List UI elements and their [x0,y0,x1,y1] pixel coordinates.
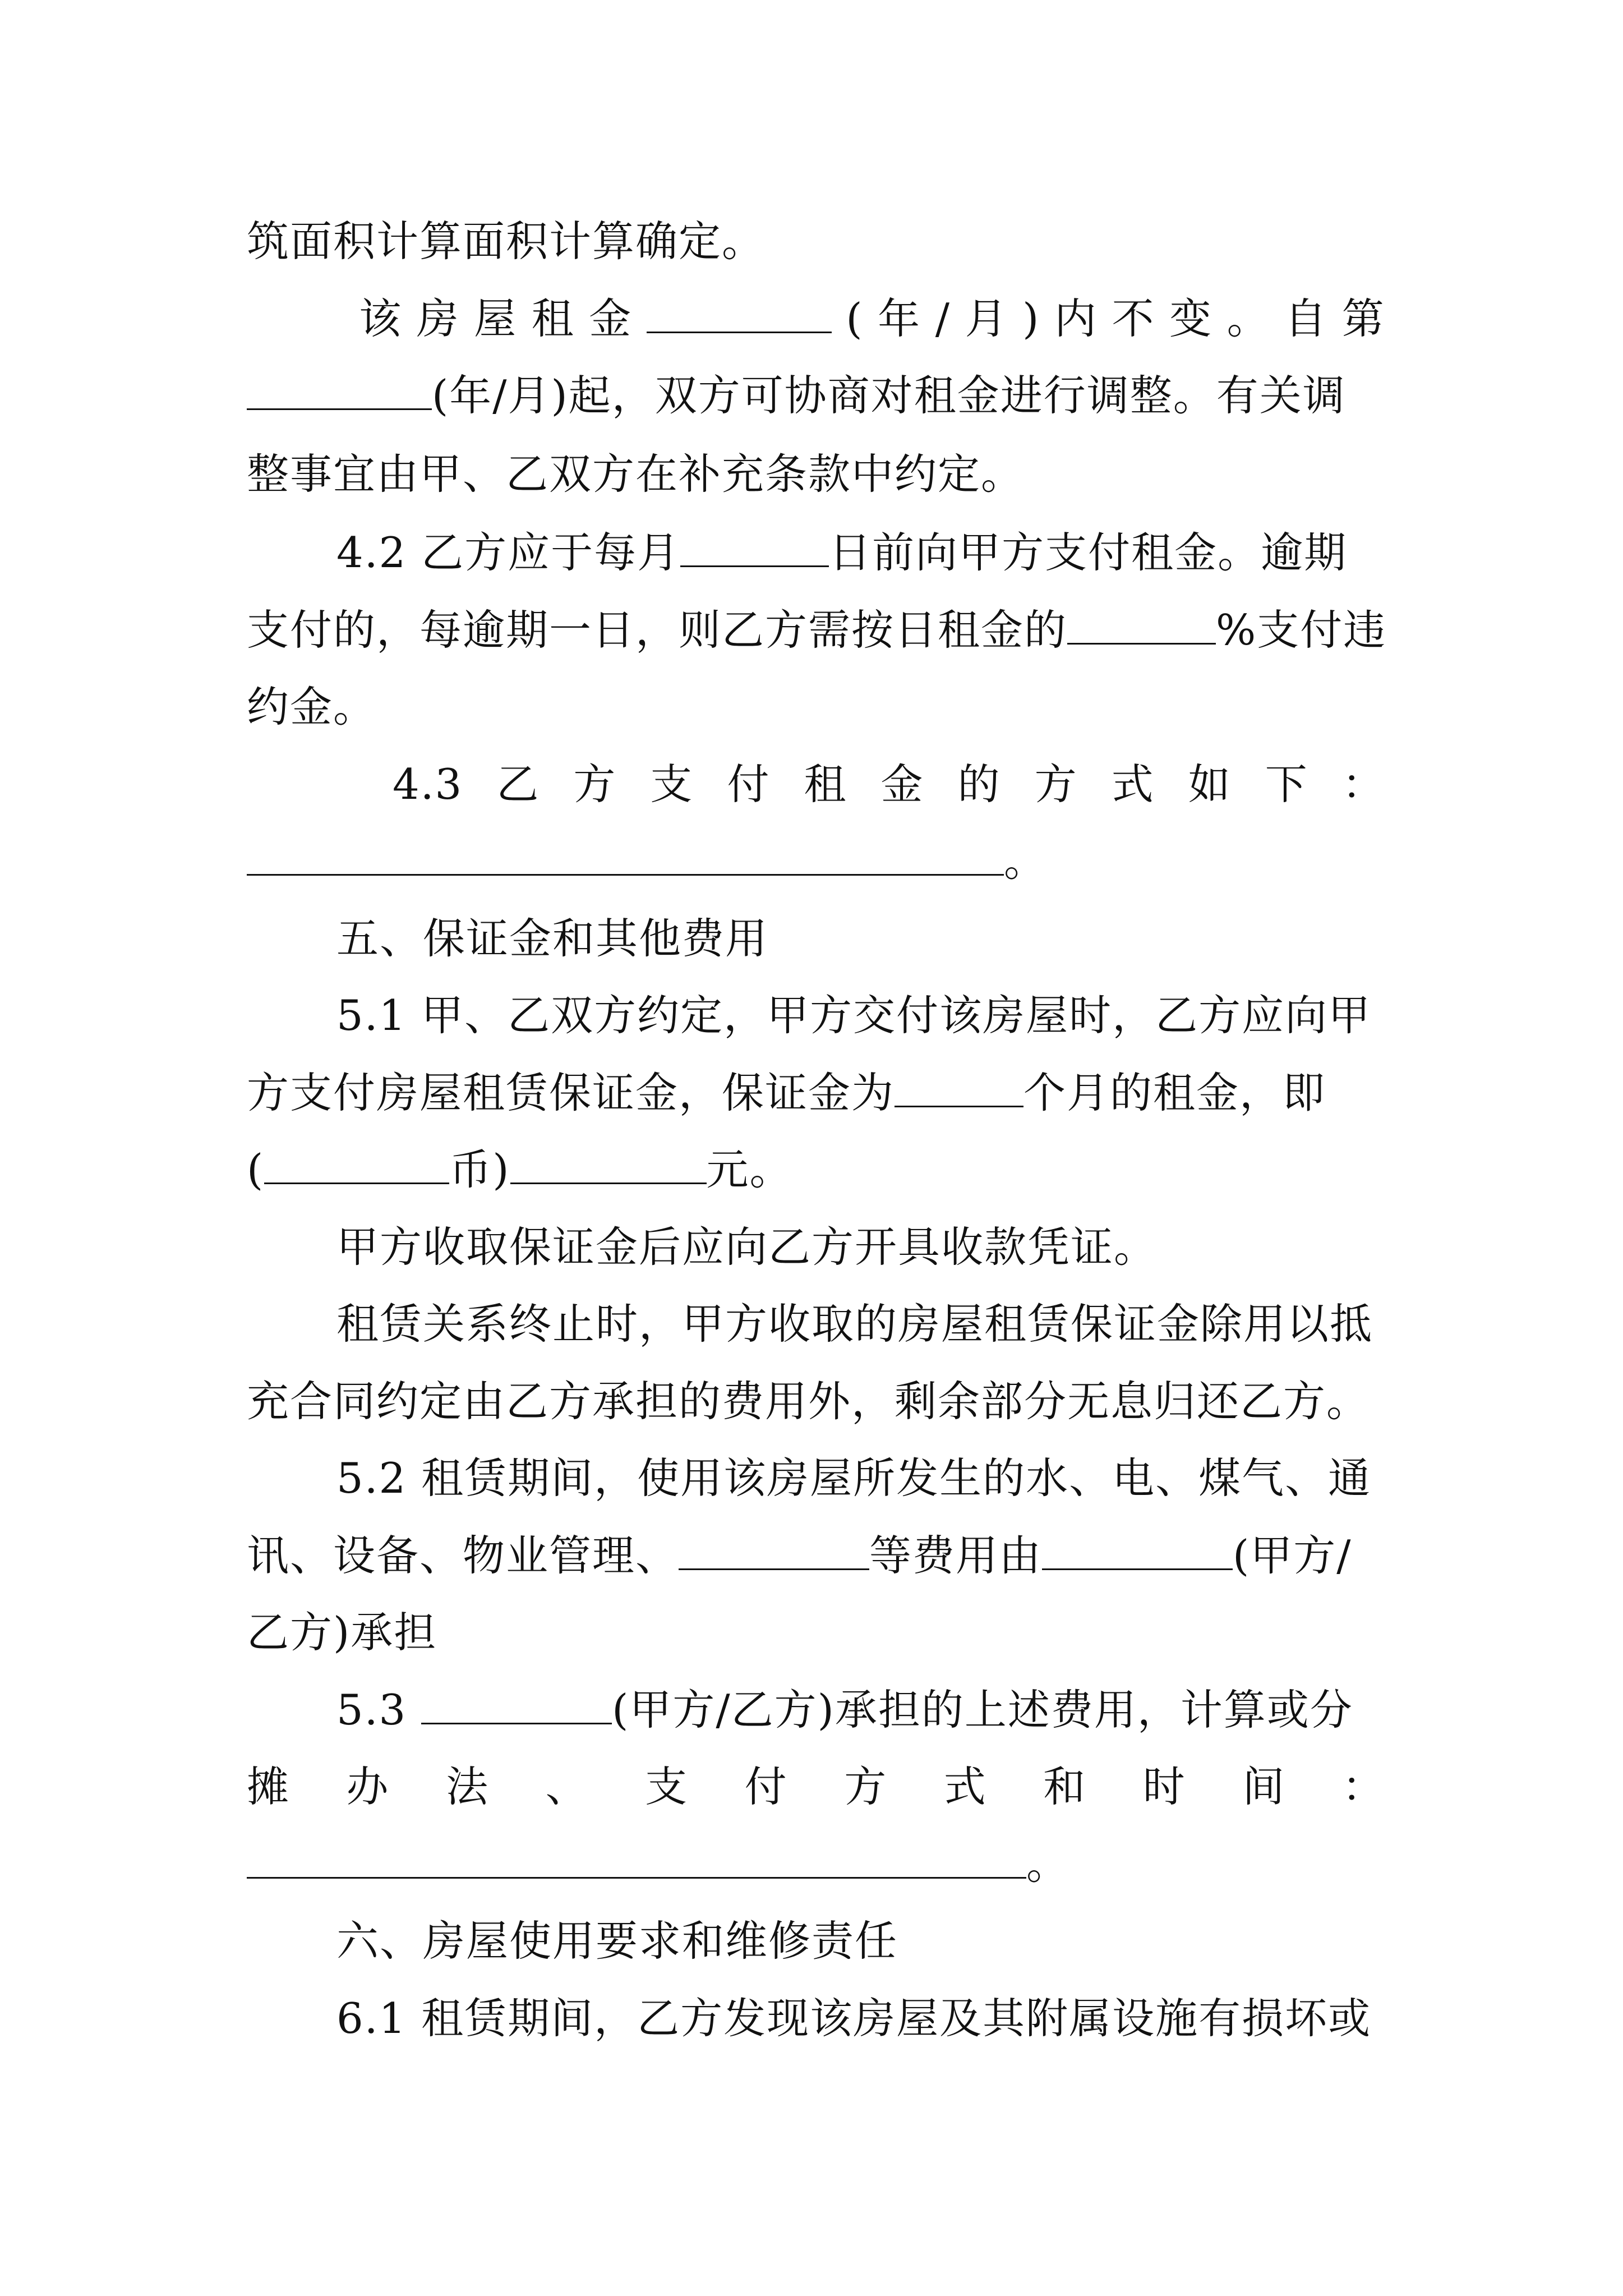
char: 金 [880,760,924,809]
text-line-7 [247,676,1385,738]
text-line-17 [336,1447,1475,1509]
text-line-7-content: 约金。 [247,682,377,731]
clause-6-1-start: 6.1 租赁期间，乙方发现该房屋及其附属设施有损坏或 [336,1994,1372,2043]
char: 下 [1265,760,1308,809]
text-line-1 [247,210,1385,272]
deposit-months-blank[interactable] [895,1069,1023,1107]
clause-number: 4.3 [393,760,463,809]
char: 不 [1112,294,1155,343]
payment-day-blank[interactable] [680,528,829,567]
char: ) [1022,294,1040,343]
text-line-20 [336,1679,1475,1741]
char: ： [1341,1762,1385,1811]
text-line-16-content: 充合同约定由乙方承担的费用外，剩余部分无息归还乙方。 [247,1377,1370,1426]
char: 如 [1188,760,1232,809]
clause-4-2-penalty-end: %支付违 [1216,605,1387,655]
char: ( [846,294,864,343]
text-line-9 [247,830,1385,892]
text-line-18 [247,1525,1385,1586]
text-line-15 [336,1293,1475,1355]
char: 乙 [496,760,540,809]
char: 办 [346,1762,390,1811]
char: 月 [965,294,1008,343]
text-line-24 [336,1987,1475,2049]
text-line-15-content: 租赁关系终止时，甲方收取的房屋租赁保证金除用以抵 [336,1299,1373,1349]
fee-calculation-blank[interactable] [247,1840,1026,1879]
char: 。 [1227,294,1270,343]
text-line-13 [247,1139,1385,1200]
char: 摊 [247,1762,291,1811]
text-line-19 [247,1602,1385,1663]
char: 式 [943,1762,987,1811]
text-line-4 [247,443,1385,505]
char: 时 [1142,1762,1186,1811]
clause-5-3-text: (甲方/乙方)承担的上述费用，计算或分 [612,1685,1353,1734]
char: 方 [844,1762,888,1811]
open-paren: ( [247,1145,265,1194]
char: 付 [744,1762,788,1811]
payment-method-blank[interactable] [247,837,1004,876]
char: 、 [545,1762,589,1811]
char: ： [1341,760,1385,809]
clause-5-3-number: 5.3 [336,1685,422,1734]
section-heading-5 [336,908,1475,969]
yuan-label: 元。 [706,1145,793,1194]
char: 方 [573,760,617,809]
text-line-21 [247,1756,1385,1818]
char: 该 [359,294,403,343]
char: 变 [1169,294,1213,343]
section-heading-6-text: 六、房屋使用要求和维修责任 [336,1916,898,1966]
text-line-14 [336,1216,1475,1278]
text-line-3-content: (年/月)起，双方可协商对租金进行调整。有关调 [432,371,1346,420]
char: 自 [1284,294,1328,343]
currency-label: 币) [449,1145,510,1194]
char: 和 [1043,1762,1087,1811]
fee-payer-blank[interactable] [1042,1531,1233,1570]
text-line-5 [336,522,1475,583]
other-fees-blank[interactable] [679,1531,869,1570]
fees-borne-by: 等费用由 [869,1531,1043,1580]
char: 支 [650,760,694,809]
text-line-1-content: 筑面积计算面积计算确定。 [247,217,766,266]
text-line-6 [247,599,1385,661]
char: 租 [531,294,575,343]
deposit-amount-blank[interactable] [510,1145,707,1184]
currency-blank[interactable] [264,1145,449,1184]
text-line-8 [393,753,1385,815]
text-line-9-period: 。 [1004,836,1048,886]
text-line-14-content: 甲方收取保证金后应向乙方开具收款凭证。 [336,1222,1158,1272]
section-heading-5-text: 五、保证金和其他费用 [336,914,769,963]
deposit-text-end: 个月的租金，即 [1023,1068,1326,1117]
char: 方 [1034,760,1078,809]
text-line-2 [359,288,1385,349]
char: 付 [727,760,771,809]
char: 屋 [474,294,518,343]
text-line-19-content: 乙方)承担 [247,1608,437,1657]
rent-term-blank[interactable] [647,295,832,333]
clause-4-2-penalty-start: 支付的，每逾期一日，则乙方需按日租金的 [247,605,1068,655]
party-option: (甲方/ [1233,1531,1352,1580]
fees-list: 讯、设备、物业管理、 [247,1531,679,1580]
char: 式 [1111,760,1155,809]
deposit-text-start: 方支付房屋租赁保证金，保证金为 [247,1068,895,1117]
char: 间 [1242,1762,1286,1811]
text-line-11 [336,984,1475,1046]
clause-4-2-start: 4.2 乙方应于每月 [336,528,681,577]
text-line-22-period: 。 [1026,1839,1070,1889]
text-line-12 [247,1062,1385,1124]
char: 租 [804,760,847,809]
text-line-22 [247,1833,1385,1895]
char: 法 [446,1762,490,1811]
text-line-16 [247,1370,1436,1432]
text-line-3 [247,365,1385,426]
fee-party-blank[interactable] [421,1686,612,1724]
char: 第 [1341,294,1385,343]
char: 房 [416,294,460,343]
section-heading-6 [336,1910,1475,1972]
clause-5-2-start: 5.2 租赁期间，使用该房屋所发生的水、电、煤气、通 [336,1453,1372,1503]
clause-5-1-start: 5.1 甲、乙双方约定，甲方交付该房屋时，乙方应向甲 [336,991,1372,1040]
text-line-4-content: 整事宜由甲、乙双方在补充条款中约定。 [247,449,1025,499]
rent-adjust-start-blank[interactable] [247,371,432,410]
char: / [935,294,951,343]
char: 年 [878,294,921,343]
char: 金 [589,294,633,343]
clause-4-2-end: 日前向甲方支付租金。逾期 [829,528,1348,577]
penalty-percent-blank[interactable] [1067,606,1216,645]
char: 的 [957,760,1001,809]
char: 支 [645,1762,689,1811]
char: 内 [1054,294,1098,343]
